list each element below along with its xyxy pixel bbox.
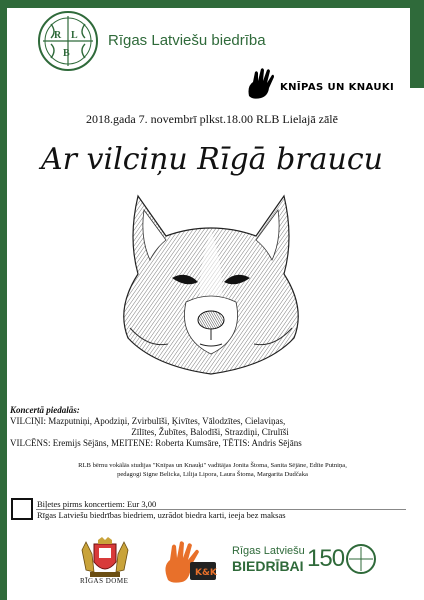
divider [36,509,406,510]
ticket-checkbox [11,498,33,520]
performers-line: VILCIŅI: Mazputniņi, Apodziņi, Zvirbulīši, Ķivītes, Vālodzītes, Cielaviņas, [10,416,286,426]
svg-text:K&K: K&K [195,568,217,578]
ticket-info [37,499,286,521]
credits-block [30,462,395,479]
rl-anniversary-name: Rīgas Latviešu [232,545,305,557]
rl-anniversary-sub: BIEDRĪBAI [232,558,304,574]
performers-line: Zīlītes, Žubītes, Balodīši, Strazdiņi, Cīrulīši [131,427,289,437]
svg-text:L: L [71,30,78,41]
date-line: 2018.gada 7. novembrī plkst.18.00 RLB Lielajā zālē [86,112,338,126]
ticket-members: Rīgas Latviešu biedrības biedriem, uzrādot biedra karti, ieeja bez maksas [37,510,286,520]
svg-text:R: R [54,30,62,41]
event-title: Ar vilciņu Rīgā braucu [41,142,383,177]
credits-line: RLB bērnu vokālās studijas "Knīpas un Knauķi" vadītājas Jonita Štoma, Sanita Sējāne, Edīte Putniņa, [78,462,347,469]
ticket-price: Biļetes pirms koncertiem: Eur 3,00 [37,499,157,509]
org-name: Rīgas Latviešu biedrība [108,32,266,49]
rl-anniversary-number: 150 [307,545,345,572]
brand-text: KNĪPAS UN KNAUKI [280,82,395,93]
credits-line: pedagogi Signe Belicka, Lilija Lipora, Laura Štoma, Margarita Dudčaka [117,470,308,478]
handprint-orange-icon [160,540,222,586]
rl-emblem-icon [345,543,377,575]
left-border [0,0,7,600]
rlb-logo-icon [37,10,99,72]
svg-text:B: B [63,48,70,59]
performers-lead: Koncertā piedalās: [10,405,80,415]
performers-line: VILCĒNS: Eremijs Sējāns, MEITENE: Roberta Kumsāre, TĒTIS: Andris Sējāns [10,438,302,448]
riga-coat-of-arms-icon [76,536,134,578]
riga-dome-label: RĪGAS DOME [80,577,129,585]
performers-block [10,405,410,449]
wolf-illustration-icon [108,178,314,376]
